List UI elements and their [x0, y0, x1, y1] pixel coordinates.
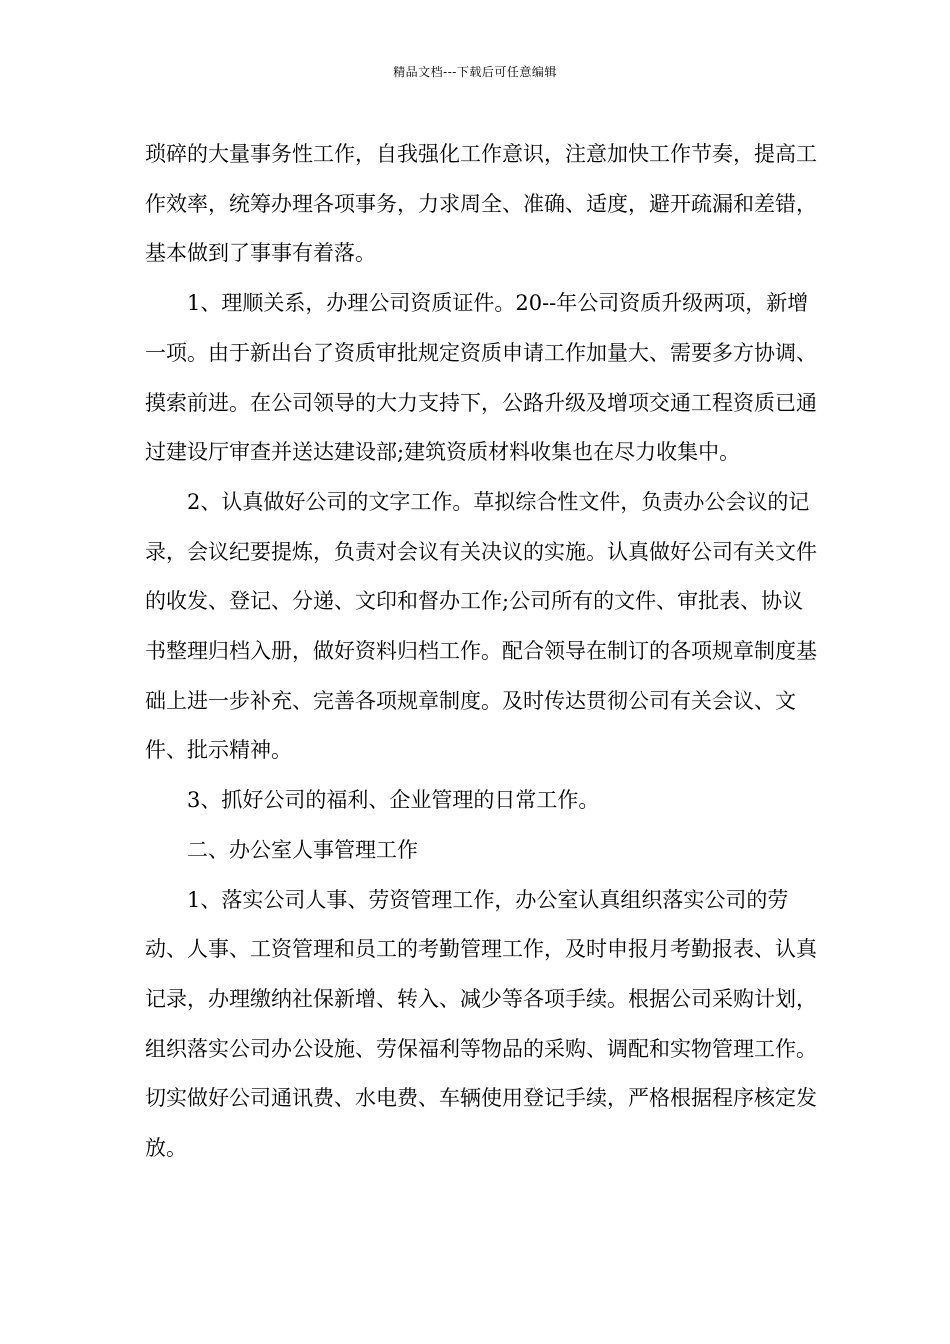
- paragraph-welfare-management: 3、抓好公司的福利、企业管理的日常工作。: [187, 788, 600, 813]
- paragraph-qualification-certificates: 1、理顺关系，办理公司资质证件。20--年公司资质升级两项，新增一项。由于新出台了资质审批规定资质申请工作加量大、需要多方协调、摸索前进。在公司领导的大力支持下，公路升级及增项交通工程资质已通过建设厅审查并送达建设部;建筑资质材料收集也在尽力收集中。: [145, 291, 817, 465]
- section-heading-hr-management: 二、办公室人事管理工作: [187, 837, 418, 862]
- page-header: 精品文档---下载后可任意编辑: [393, 65, 557, 79]
- paragraph-document-work: 2、认真做好公司的文字工作。草拟综合性文件，负责办公会议的记录，会议纪要提炼，负责对会议有关决议的实施。认真做好公司有关文件的收发、登记、分递、文印和督办工作;公司所有的文件、审批表、协议书整理归档入册，做好资料归档工作。配合领导在制订的各项规章制度基础上进一步补充、完善各项规章制度。及时传达贯彻公司有关会议、文件、批示精神。: [145, 489, 817, 763]
- document-body: [145, 130, 820, 1174]
- paragraph-continuation: 琐碎的大量事务性工作，自我强化工作意识，注意加快工作节奏，提高工作效率，统筹办理各项事务，力求周全、准确、适度，避开疏漏和差错，基本做到了事事有着落。: [145, 142, 817, 266]
- paragraph-hr-labor-management: 1、落实公司人事、劳资管理工作，办公室认真组织落实公司的劳动、人事、工资管理和员工的考勤管理工作，及时申报月考勤报表、认真记录，办理缴纳社保新增、转入、减少等各项手续。根据公司采购计划，组织落实公司办公设施、劳保福利等物品的采购、调配和实物管理工作。切实做好公司通讯费、水电费、车辆使用登记手续，严格根据程序核定发放。: [145, 887, 817, 1161]
